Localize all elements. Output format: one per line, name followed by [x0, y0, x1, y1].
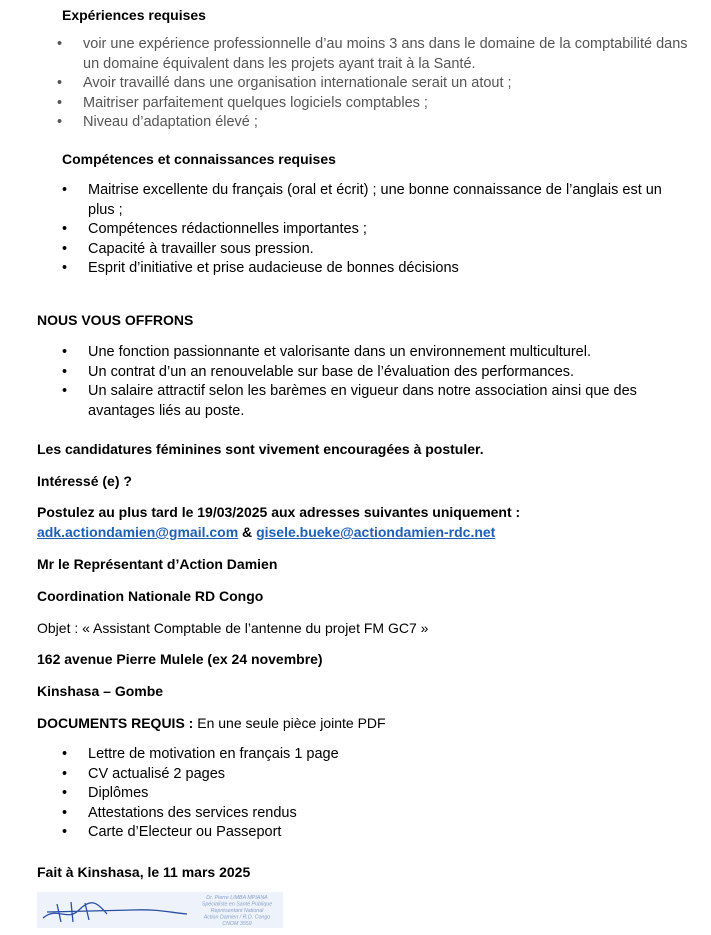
- list-item: • Une fonction passionnante et valorisante dans un environnement multiculturel.: [62, 343, 662, 363]
- apply-text: Postulez au plus tard le 19/03/2025 aux adresses suivantes uniquement :: [37, 504, 521, 520]
- email-link-2[interactable]: gisele.bueke@actiondamien-rdc.net: [256, 524, 496, 540]
- stamp-line: Spécialiste en Santé Publique: [201, 901, 273, 908]
- list-item: • Esprit d’initiative et prise audacieuse de bonnes décisions: [62, 259, 662, 279]
- documents-list: [62, 745, 662, 843]
- signature-stamp-image: [37, 892, 283, 928]
- subject-text: Objet : « Assistant Comptable de l’antenne du projet FM GC7 »: [37, 620, 429, 636]
- documents-note: En une seule pièce jointe PDF: [197, 715, 386, 731]
- experiences-list: [57, 35, 689, 133]
- stamp-line: CNOM 3559: [222, 921, 252, 927]
- experiences-heading: Expériences requises: [62, 7, 206, 23]
- list-item: • Maitriser parfaitement quelques logiciels comptables ;: [57, 94, 689, 114]
- competences-list: [62, 181, 662, 279]
- list-item: • Capacité à travailler sous pression.: [62, 240, 662, 260]
- closing-text: Fait à Kinshasa, le 11 mars 2025: [37, 864, 251, 880]
- offer-heading: NOUS VOUS OFFRONS: [37, 312, 194, 328]
- list-item: • Lettre de motivation en français 1 page: [62, 745, 662, 765]
- list-item: • Un salaire attractif selon les barèmes en vigueur dans notre association ainsi que des avantages liés au poste.: [62, 382, 662, 421]
- stamp-line: Représentant National: [210, 908, 264, 914]
- list-item: • Diplômes: [62, 784, 662, 804]
- interested-text: Intéressé (e) ?: [37, 473, 132, 489]
- list-item: • Maitrise excellente du français (oral et écrit) ; une bonne connaissance de l’anglais est un plus ;: [62, 181, 662, 220]
- list-item: • Un contrat d’un an renouvelable sur base de l’évaluation des performances.: [62, 363, 662, 383]
- list-item: • Attestations des services rendus: [62, 804, 662, 824]
- list-item: • Niveau d’adaptation élevé ;: [57, 113, 689, 133]
- documents-label: DOCUMENTS REQUIS :: [37, 715, 194, 731]
- encouragement-text: Les candidatures féminines sont vivement encouragées à postuler.: [37, 441, 484, 457]
- list-item: • voir une expérience professionnelle d’au moins 3 ans dans le domaine de la comptabilité dans un domaine équivalent dans les projets ayant trait à la Santé.: [57, 35, 689, 74]
- competences-heading: Compétences et connaissances requises: [62, 151, 336, 167]
- recipient-text: Mr le Représentant d’Action Damien: [37, 556, 278, 572]
- stamp-line: Action Damien / R.D. Congo: [203, 914, 271, 921]
- list-item: • CV actualisé 2 pages: [62, 765, 662, 785]
- stamp-line: Dr. Pierre LIMBA MPIANA: [206, 895, 268, 901]
- city-text: Kinshasa – Gombe: [37, 683, 164, 699]
- coordination-text: Coordination Nationale RD Congo: [37, 588, 264, 604]
- email-line: [37, 523, 495, 541]
- email-link-1[interactable]: adk.actiondamien@gmail.com: [37, 524, 239, 540]
- offer-list: [62, 343, 662, 421]
- street-text: 162 avenue Pierre Mulele (ex 24 novembre): [37, 651, 323, 667]
- list-item: • Avoir travaillé dans une organisation internationale serait un atout ;: [57, 74, 689, 94]
- ampersand: &: [242, 524, 253, 540]
- list-item: • Carte d’Electeur ou Passeport: [62, 823, 662, 843]
- list-item: • Compétences rédactionnelles importantes ;: [62, 220, 662, 240]
- documents-line: [37, 714, 386, 732]
